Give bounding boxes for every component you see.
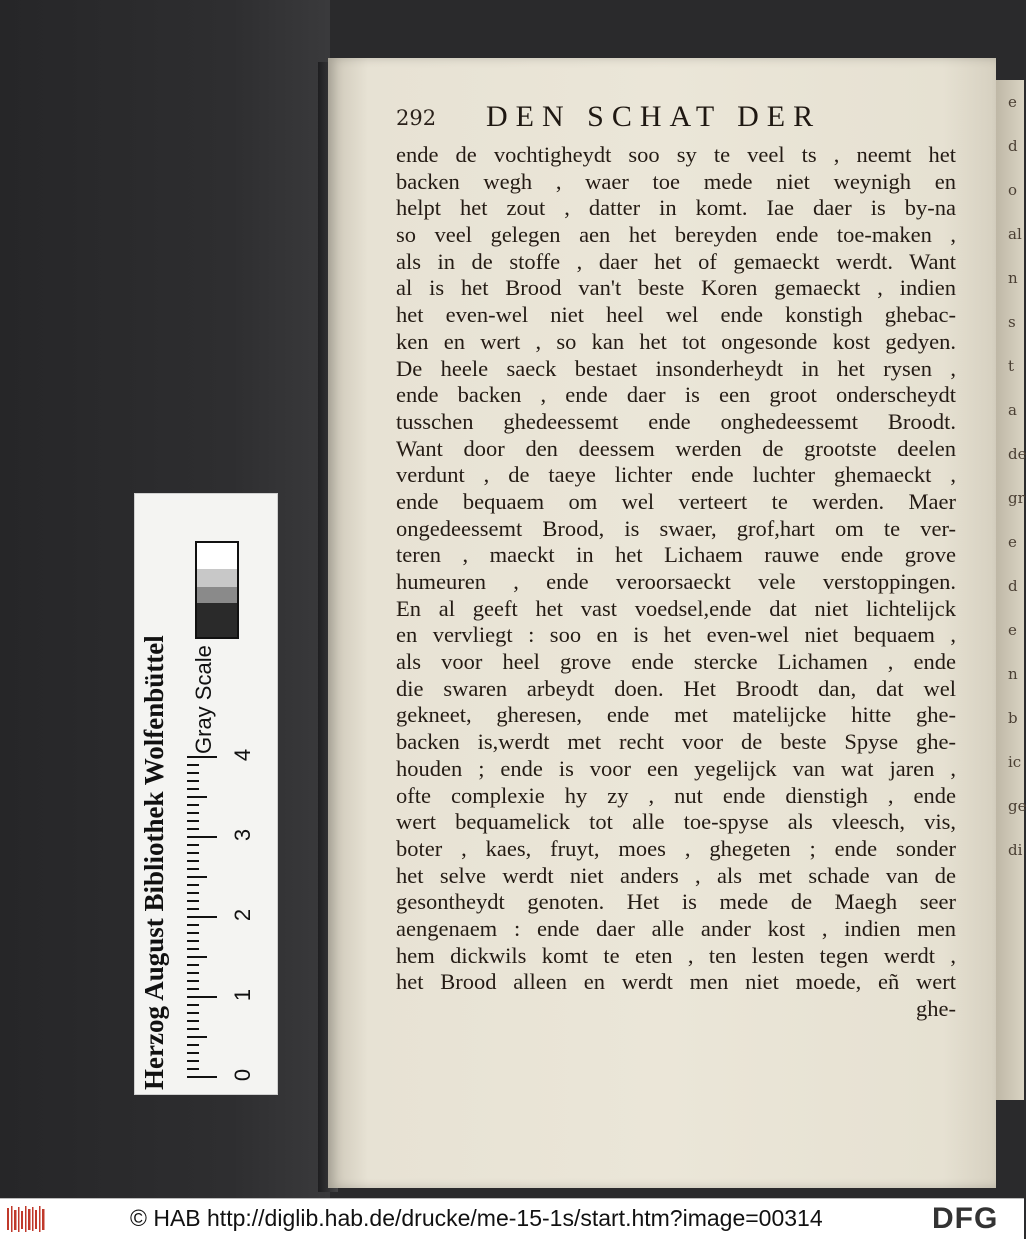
ruler-tick: [187, 916, 217, 918]
text-line: teren , maeckt in het Lichaem rauwe ende grove: [396, 542, 956, 568]
ruler-tick: [187, 796, 207, 798]
text-line: humeuren , ende veroorsaeckt vele verstoppingen.: [396, 569, 956, 594]
gray-swatch: [197, 543, 237, 569]
ruler-number: 2: [230, 908, 255, 922]
text-line: Want door den deessem werden de grootste deelen: [396, 435, 956, 461]
ruler-tick: [187, 1036, 207, 1038]
next-page-fragment: de: [1008, 445, 1026, 463]
ruler-tick: [187, 1068, 199, 1070]
institution-name: Herzog August Bibliothek Wolfenbüttel: [139, 635, 169, 1090]
text-line: gekneet, gheresen, ende met matelijcke hitte ghe-: [396, 702, 956, 728]
hab-barcode-logo-icon: [6, 1204, 48, 1234]
text-line: ende de vochtigheydt soo sy te veel ts , neemt het: [396, 142, 956, 167]
ruler-number: 1: [230, 988, 255, 1002]
ruler-tick: [187, 836, 217, 838]
ruler-tick: [187, 940, 199, 942]
text-line: ongedeessemt Brood, is swaer, grof,hart om te ver-: [396, 515, 956, 541]
body-text: [396, 142, 956, 1023]
text-line: ofte complexie hy zy , nut ende dienstigh , ende: [396, 782, 956, 808]
text-line: helpt het zout , datter in komt. Iae daer is by-na: [396, 195, 956, 221]
page-number: 292: [396, 106, 437, 130]
next-page-fragment: di: [1008, 841, 1023, 859]
ruler-tick: [187, 908, 199, 910]
ruler-tick: [187, 956, 207, 958]
text-line: aengenaem : ende daer alle ander kost , indien men: [396, 915, 956, 941]
text-line: wert bequamelick tot alle toe-spyse als vleesch, vis,: [396, 809, 956, 835]
text-line: hem dickwils komt te eten , ten lesten tegen werdt ,: [396, 942, 956, 968]
text-line: De heele saeck bestaet insonderheydt in het rysen ,: [396, 355, 956, 381]
next-page-fragment: e: [1008, 533, 1017, 551]
text-line: backen is,werdt met recht voor de beste Spyse ghe-: [396, 729, 956, 755]
ruler-tick: [187, 780, 199, 782]
ruler-tick: [187, 972, 199, 974]
gray-swatch: [197, 587, 237, 603]
text-line: boter , kaes, fruyt, moes , ghegeten ; ende sonder: [396, 835, 956, 861]
text-line: ken en wert , so kan het tot ongesonde kost gedyen.: [396, 328, 956, 354]
text-line: het Brood alleen en werdt men niet moede, eñ wert: [396, 969, 956, 995]
copyright-link-text[interactable]: © HAB http://diglib.hab.de/drucke/me-15-1s/start.htm?image=00314: [130, 1205, 823, 1231]
text-line: verdunt , de taeye lichter ende luchter ghemaeckt ,: [396, 462, 956, 488]
gray-swatch: [197, 603, 237, 637]
ruler-tick: [187, 924, 199, 926]
next-page-fragment: n: [1008, 269, 1018, 287]
next-page-edge: [996, 80, 1024, 1100]
text-line: so veel gelegen aen het bereyden ende toe-maken ,: [396, 222, 956, 248]
text-line: als voor heel grove ende stercke Lichamen , ende: [396, 649, 956, 675]
text-line: tusschen ghedeessemt ende onghedeessemt Broodt.: [396, 408, 956, 434]
next-page-fragment: o: [1008, 181, 1018, 199]
catchword: ghe-: [916, 996, 956, 1021]
ruler-tick: [187, 1004, 199, 1006]
text-line: En al geeft het vast voedsel,ende dat niet lichtelijck: [396, 595, 956, 621]
ruler-tick: [187, 764, 199, 766]
footer-bar: [0, 1198, 1024, 1239]
ruler-tick: [187, 772, 199, 774]
text-line: houden ; ende is voor een yegelijck van wat jaren ,: [396, 755, 956, 781]
text-line: backen wegh , waer toe mede niet weynigh en: [396, 168, 956, 194]
next-page-fragment: e: [1008, 93, 1017, 111]
ruler-tick: [187, 1060, 199, 1062]
text-line: ende backen , ende daer is een groot onderscheydt: [396, 382, 956, 408]
gray-swatch: [197, 569, 237, 587]
ruler-tick: [187, 804, 199, 806]
text-line: als in de stoffe , daer het of gemaeckt werdt. Want: [396, 248, 956, 274]
ruler-tick: [187, 1076, 217, 1078]
next-page-fragment: al: [1008, 225, 1022, 243]
next-page-fragment: ic: [1008, 753, 1022, 771]
ruler-tick: [187, 1044, 199, 1046]
ruler-tick: [187, 868, 199, 870]
dfg-logo: DFG: [932, 1202, 999, 1235]
ruler-tick: [187, 852, 199, 854]
next-page-fragment: d: [1008, 137, 1018, 155]
ruler-tick: [187, 844, 199, 846]
ruler-tick: [187, 948, 199, 950]
color-scale-card: [134, 493, 278, 1095]
ruler-tick: [187, 1020, 199, 1022]
ruler-tick: [187, 884, 199, 886]
ruler-tick: [187, 788, 199, 790]
text-line: en vervliegt : soo en is het even-wel niet bequaem ,: [396, 622, 956, 648]
next-page-fragment: b: [1008, 709, 1018, 727]
running-head-title: DEN SCHAT DER: [486, 100, 822, 133]
text-line: ende bequaem om wel verteert te werden. Maer: [396, 488, 956, 514]
measurement-ruler: [187, 748, 257, 1086]
text-line: gesontheydt genoten. Het is mede de Maegh seer: [396, 889, 956, 915]
ruler-tick: [187, 876, 207, 878]
ruler-tick: [187, 892, 199, 894]
ruler-tick: [187, 980, 199, 982]
ruler-tick: [187, 756, 217, 758]
text-line: die swaren arbeydt doen. Het Broodt dan, dat wel: [396, 675, 956, 701]
ruler-number: 3: [230, 828, 255, 842]
ruler-tick: [187, 820, 199, 822]
ruler-number: 4: [230, 748, 255, 762]
text-line: het even-wel niet heel wel ende konstigh ghebac-: [396, 302, 956, 328]
gray-swatches: [195, 541, 239, 639]
text-line: al is het Brood van't beste Koren gemaeckt , indien: [396, 275, 956, 301]
next-page-fragment: t: [1008, 357, 1015, 375]
running-head: [396, 100, 956, 140]
ruler-tick: [187, 860, 199, 862]
ruler-tick: [187, 964, 199, 966]
ruler-tick: [187, 900, 199, 902]
next-page-fragment: n: [1008, 665, 1018, 683]
ruler-tick: [187, 1012, 199, 1014]
ruler-tick: [187, 828, 199, 830]
ruler-tick: [187, 812, 199, 814]
next-page-fragment: d: [1008, 577, 1018, 595]
next-page-fragment: ge: [1008, 797, 1026, 815]
ruler-tick: [187, 988, 199, 990]
ruler-tick: [187, 996, 217, 998]
ruler-tick: [187, 1052, 199, 1054]
next-page-fragment: a: [1008, 401, 1017, 419]
next-page-fragment: e: [1008, 621, 1017, 639]
next-page-fragment: s: [1008, 313, 1016, 331]
ruler-tick: [187, 1028, 199, 1030]
next-page-fragment: gr: [1008, 489, 1025, 507]
gray-scale-label: Gray Scale: [191, 645, 216, 754]
text-line: het selve werdt niet anders , als met schade van de: [396, 862, 956, 888]
ruler-tick: [187, 932, 199, 934]
ruler-number: 0: [230, 1068, 255, 1082]
